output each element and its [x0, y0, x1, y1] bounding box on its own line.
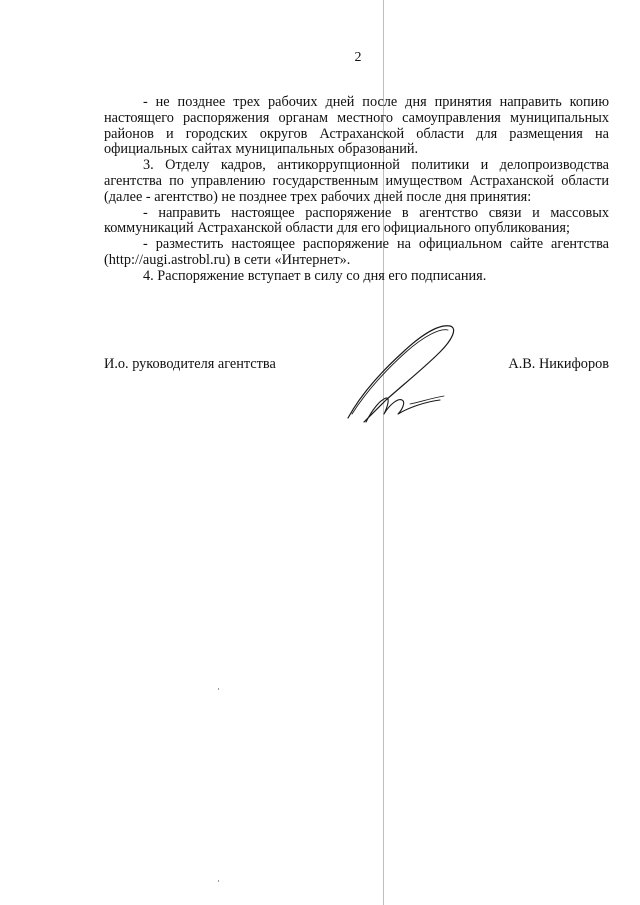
paragraph-send-for-publication: - направить настоящее распоряжение в агентство связи и массовых коммуникаций Астраханской области для его официального опубликования;	[104, 204, 609, 237]
document-body	[104, 95, 609, 285]
paragraph-publish-on-website: - разместить настоящее распоряжение на официальном сайте агентства (http://augi.astrobl.ru) в сети «Интернет».	[104, 236, 609, 268]
signer-name: А.В. Никифоров	[508, 356, 609, 372]
handwritten-signature	[340, 318, 470, 428]
signer-title: И.о. руководителя агентства	[104, 356, 276, 372]
paragraph-copy-to-local-authorities: - не позднее трех рабочих дней после дня принятия направить копию настоящего распоряжения органам местного самоуправления муниципальных районов и городских округов Астраханской области для размещения на официальных сайтах муниципальных образований.	[104, 94, 609, 158]
page-number: 2	[354, 50, 362, 65]
paragraph-item-3: 3. Отделу кадров, антикоррупционной политики и делопроизводства агентства по управлению государственным имуществом Астраханской области (далее - агентство) не позднее трех рабочих дней после дня принятия:	[104, 157, 609, 205]
paragraph-item-4: 4. Распоряжение вступает в силу со дня его подписания.	[143, 267, 487, 284]
